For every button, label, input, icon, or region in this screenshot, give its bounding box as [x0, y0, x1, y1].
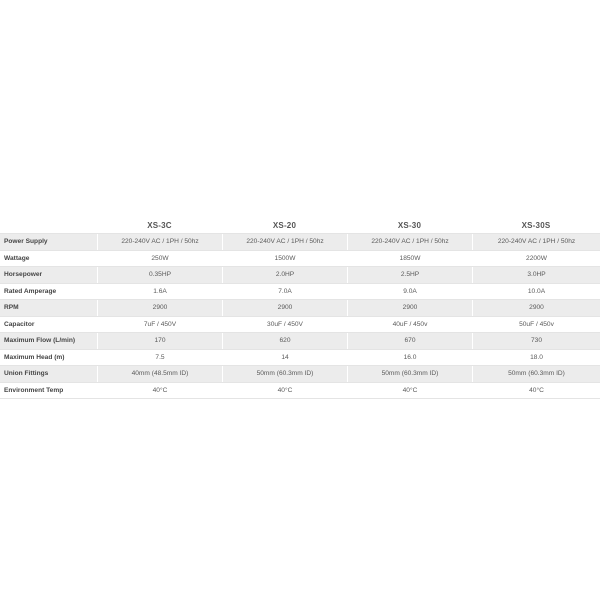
- row-label: Maximum Head (m): [4, 353, 65, 361]
- row-value: 1850W: [347, 251, 472, 267]
- row-label: Power Supply: [4, 238, 48, 246]
- row-value: 40°C: [347, 383, 472, 399]
- model-header-row: [0, 212, 600, 230]
- model-header-xs-30: XS-30: [397, 221, 422, 230]
- table-row-rpm: [0, 300, 600, 317]
- model-header-xs-30s: XS-30S: [521, 221, 551, 230]
- row-value: 7.0A: [222, 284, 347, 300]
- row-value: 0.35HP: [97, 267, 222, 283]
- row-value: 250W: [97, 251, 222, 267]
- row-value: 40°C: [472, 383, 600, 399]
- row-value: 2900: [97, 300, 222, 316]
- row-value: 2.0HP: [222, 267, 347, 283]
- row-value: 670: [347, 333, 472, 349]
- row-label: Maximum Flow (L/min): [4, 337, 76, 345]
- row-value: 2.5HP: [347, 267, 472, 283]
- table-row-union-fittings: [0, 366, 600, 383]
- row-value: 10.0A: [472, 284, 600, 300]
- table-row-power-supply: [0, 233, 600, 251]
- row-value: 620: [222, 333, 347, 349]
- spec-rows: [0, 233, 600, 399]
- row-value: 220-240V AC / 1PH / 50hz: [222, 234, 347, 250]
- row-value: 7.5: [97, 350, 222, 366]
- row-value: 1500W: [222, 251, 347, 267]
- row-label: Wattage: [4, 254, 30, 262]
- row-value: 2900: [222, 300, 347, 316]
- row-value: 16.0: [347, 350, 472, 366]
- row-value: 1.6A: [97, 284, 222, 300]
- row-value: 50mm (60.3mm ID): [222, 366, 347, 382]
- table-row-capacitor: [0, 317, 600, 334]
- table-row-maximum-flow: [0, 333, 600, 350]
- row-value: 50uF / 450v: [472, 317, 600, 333]
- row-value: 220-240V AC / 1PH / 50hz: [472, 234, 600, 250]
- model-header-xs-20: XS-20: [272, 221, 297, 230]
- spec-table: [0, 212, 600, 399]
- row-value: 40uF / 450v: [347, 317, 472, 333]
- row-label: Environment Temp: [4, 386, 64, 394]
- row-value: 220-240V AC / 1PH / 50hz: [97, 234, 222, 250]
- table-row-horsepower: [0, 267, 600, 284]
- row-value: 30uF / 450V: [222, 317, 347, 333]
- model-header-xs-3c: XS-3C: [147, 221, 172, 230]
- table-row-maximum-head: [0, 350, 600, 367]
- row-value: 2900: [347, 300, 472, 316]
- table-row-rated-amperage: [0, 284, 600, 301]
- row-value: 50mm (60.3mm ID): [472, 366, 600, 382]
- table-row-wattage: [0, 251, 600, 268]
- table-row-environment-temp: [0, 383, 600, 400]
- row-value: 730: [472, 333, 600, 349]
- row-label: Capacitor: [4, 320, 35, 328]
- row-value: 50mm (60.3mm ID): [347, 366, 472, 382]
- row-value: 2900: [472, 300, 600, 316]
- row-value: 3.0HP: [472, 267, 600, 283]
- row-value: 14: [222, 350, 347, 366]
- row-value: 7uF / 450V: [97, 317, 222, 333]
- row-value: 18.0: [472, 350, 600, 366]
- row-label: Rated Amperage: [4, 287, 57, 295]
- row-value: 9.0A: [347, 284, 472, 300]
- row-value: 40mm (48.5mm ID): [97, 366, 222, 382]
- row-label: Union Fittings: [4, 370, 49, 378]
- row-value: 2200W: [472, 251, 600, 267]
- row-value: 170: [97, 333, 222, 349]
- row-value: 40°C: [222, 383, 347, 399]
- row-label: Horsepower: [4, 271, 43, 279]
- row-value: 220-240V AC / 1PH / 50hz: [347, 234, 472, 250]
- row-value: 40°C: [97, 383, 222, 399]
- row-label: RPM: [4, 304, 19, 312]
